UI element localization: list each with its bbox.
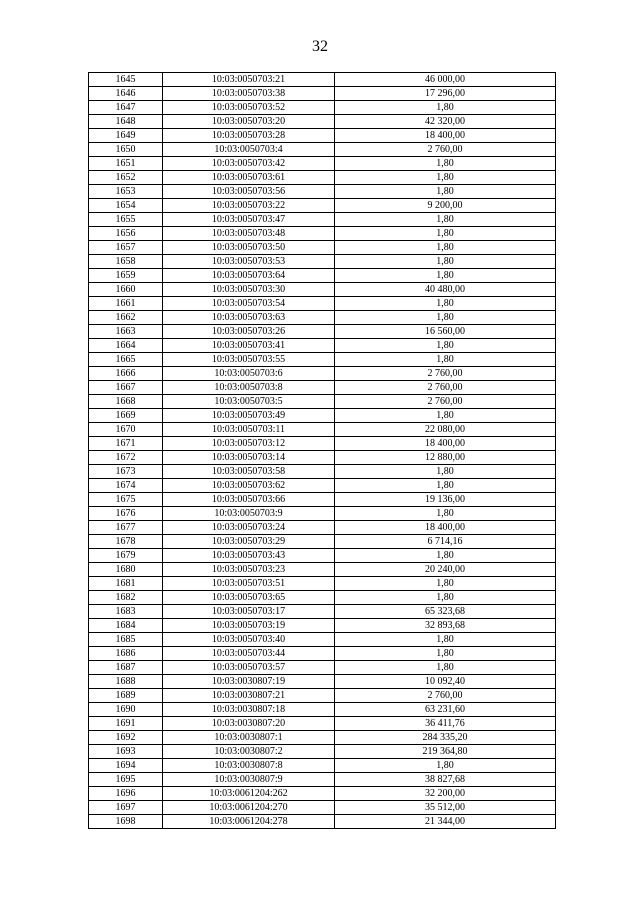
row-number-cell: 1691	[89, 717, 163, 731]
cadastral-number-cell: 10:03:0050703:5	[163, 395, 335, 409]
table-row	[89, 451, 556, 465]
row-number-cell: 1670	[89, 423, 163, 437]
row-number-cell: 1648	[89, 115, 163, 129]
row-number-cell: 1652	[89, 171, 163, 185]
cadastral-number-cell: 10:03:0050703:38	[163, 87, 335, 101]
row-number-cell: 1671	[89, 437, 163, 451]
row-number-cell: 1678	[89, 535, 163, 549]
value-cell: 18 400,00	[335, 521, 556, 535]
value-cell: 16 560,00	[335, 325, 556, 339]
row-number-cell: 1666	[89, 367, 163, 381]
value-cell: 1,80	[335, 269, 556, 283]
cadastral-number-cell: 10:03:0050703:44	[163, 647, 335, 661]
cadastral-number-cell: 10:03:0030807:19	[163, 675, 335, 689]
cadastral-number-cell: 10:03:0050703:21	[163, 73, 335, 87]
row-number-cell: 1677	[89, 521, 163, 535]
cadastral-number-cell: 10:03:0050703:41	[163, 339, 335, 353]
cadastral-number-cell: 10:03:0050703:49	[163, 409, 335, 423]
cadastral-number-cell: 10:03:0050703:8	[163, 381, 335, 395]
row-number-cell: 1659	[89, 269, 163, 283]
table-row	[89, 409, 556, 423]
row-number-cell: 1693	[89, 745, 163, 759]
row-number-cell: 1664	[89, 339, 163, 353]
value-cell: 6 714,16	[335, 535, 556, 549]
row-number-cell: 1650	[89, 143, 163, 157]
row-number-cell: 1680	[89, 563, 163, 577]
cadastral-number-cell: 10:03:0050703:66	[163, 493, 335, 507]
value-cell: 32 893,68	[335, 619, 556, 633]
value-cell: 1,80	[335, 465, 556, 479]
table-row	[89, 283, 556, 297]
value-cell: 1,80	[335, 647, 556, 661]
row-number-cell: 1689	[89, 689, 163, 703]
cadastral-number-cell: 10:03:0050703:50	[163, 241, 335, 255]
row-number-cell: 1688	[89, 675, 163, 689]
row-number-cell: 1656	[89, 227, 163, 241]
table-row	[89, 157, 556, 171]
cadastral-number-cell: 10:03:0061204:270	[163, 801, 335, 815]
table-row	[89, 311, 556, 325]
value-cell: 1,80	[335, 409, 556, 423]
value-cell: 2 760,00	[335, 143, 556, 157]
table-row	[89, 325, 556, 339]
cadastral-table	[88, 72, 556, 829]
table-row	[89, 227, 556, 241]
row-number-cell: 1660	[89, 283, 163, 297]
value-cell: 18 400,00	[335, 437, 556, 451]
table-row	[89, 675, 556, 689]
value-cell: 1,80	[335, 171, 556, 185]
cadastral-number-cell: 10:03:0050703:17	[163, 605, 335, 619]
value-cell: 1,80	[335, 241, 556, 255]
value-cell: 2 760,00	[335, 689, 556, 703]
value-cell: 1,80	[335, 577, 556, 591]
row-number-cell: 1673	[89, 465, 163, 479]
row-number-cell: 1657	[89, 241, 163, 255]
table-row	[89, 395, 556, 409]
cadastral-number-cell: 10:03:0050703:56	[163, 185, 335, 199]
table-row	[89, 171, 556, 185]
table-row	[89, 367, 556, 381]
table-row	[89, 465, 556, 479]
table-row	[89, 101, 556, 115]
value-cell: 10 092,40	[335, 675, 556, 689]
row-number-cell: 1694	[89, 759, 163, 773]
cadastral-number-cell: 10:03:0030807:20	[163, 717, 335, 731]
value-cell: 65 323,68	[335, 605, 556, 619]
row-number-cell: 1647	[89, 101, 163, 115]
cadastral-number-cell: 10:03:0050703:65	[163, 591, 335, 605]
table-row	[89, 619, 556, 633]
table-row	[89, 479, 556, 493]
row-number-cell: 1661	[89, 297, 163, 311]
cadastral-number-cell: 10:03:0030807:1	[163, 731, 335, 745]
row-number-cell: 1649	[89, 129, 163, 143]
cadastral-number-cell: 10:03:0050703:30	[163, 283, 335, 297]
table-row	[89, 563, 556, 577]
table-row	[89, 241, 556, 255]
row-number-cell: 1651	[89, 157, 163, 171]
table-row	[89, 591, 556, 605]
value-cell: 1,80	[335, 297, 556, 311]
cadastral-number-cell: 10:03:0030807:8	[163, 759, 335, 773]
value-cell: 63 231,60	[335, 703, 556, 717]
table-row	[89, 549, 556, 563]
row-number-cell: 1654	[89, 199, 163, 213]
cadastral-number-cell: 10:03:0050703:42	[163, 157, 335, 171]
table-row	[89, 759, 556, 773]
value-cell: 2 760,00	[335, 395, 556, 409]
row-number-cell: 1672	[89, 451, 163, 465]
row-number-cell: 1683	[89, 605, 163, 619]
row-number-cell: 1696	[89, 787, 163, 801]
cadastral-number-cell: 10:03:0050703:51	[163, 577, 335, 591]
cadastral-number-cell: 10:03:0050703:6	[163, 367, 335, 381]
row-number-cell: 1686	[89, 647, 163, 661]
row-number-cell: 1695	[89, 773, 163, 787]
row-number-cell: 1645	[89, 73, 163, 87]
row-number-cell: 1679	[89, 549, 163, 563]
cadastral-number-cell: 10:03:0061204:262	[163, 787, 335, 801]
row-number-cell: 1646	[89, 87, 163, 101]
table-row	[89, 437, 556, 451]
table-row	[89, 521, 556, 535]
cadastral-number-cell: 10:03:0050703:22	[163, 199, 335, 213]
row-number-cell: 1667	[89, 381, 163, 395]
value-cell: 284 335,20	[335, 731, 556, 745]
value-cell: 1,80	[335, 633, 556, 647]
value-cell: 1,80	[335, 759, 556, 773]
row-number-cell: 1685	[89, 633, 163, 647]
value-cell: 38 827,68	[335, 773, 556, 787]
row-number-cell: 1698	[89, 815, 163, 829]
table-row	[89, 605, 556, 619]
value-cell: 12 880,00	[335, 451, 556, 465]
value-cell: 1,80	[335, 157, 556, 171]
table-row	[89, 507, 556, 521]
cadastral-number-cell: 10:03:0030807:21	[163, 689, 335, 703]
row-number-cell: 1658	[89, 255, 163, 269]
table-row	[89, 633, 556, 647]
table-row	[89, 689, 556, 703]
table-row	[89, 87, 556, 101]
table-row	[89, 339, 556, 353]
table-row	[89, 199, 556, 213]
table-row	[89, 661, 556, 675]
table-row	[89, 703, 556, 717]
cadastral-number-cell: 10:03:0050703:20	[163, 115, 335, 129]
cadastral-number-cell: 10:03:0050703:4	[163, 143, 335, 157]
cadastral-number-cell: 10:03:0050703:48	[163, 227, 335, 241]
value-cell: 19 136,00	[335, 493, 556, 507]
value-cell: 35 512,00	[335, 801, 556, 815]
value-cell: 1,80	[335, 661, 556, 675]
row-number-cell: 1682	[89, 591, 163, 605]
table-row	[89, 115, 556, 129]
value-cell: 1,80	[335, 101, 556, 115]
cadastral-number-cell: 10:03:0050703:47	[163, 213, 335, 227]
table-row	[89, 353, 556, 367]
value-cell: 42 320,00	[335, 115, 556, 129]
value-cell: 1,80	[335, 507, 556, 521]
table-row	[89, 381, 556, 395]
value-cell: 1,80	[335, 339, 556, 353]
row-number-cell: 1697	[89, 801, 163, 815]
value-cell: 219 364,80	[335, 745, 556, 759]
table-row	[89, 423, 556, 437]
table-row	[89, 143, 556, 157]
value-cell: 17 296,00	[335, 87, 556, 101]
table-row	[89, 185, 556, 199]
value-cell: 1,80	[335, 549, 556, 563]
value-cell: 1,80	[335, 311, 556, 325]
cadastral-number-cell: 10:03:0050703:40	[163, 633, 335, 647]
row-number-cell: 1676	[89, 507, 163, 521]
cadastral-number-cell: 10:03:0050703:26	[163, 325, 335, 339]
cadastral-number-cell: 10:03:0050703:57	[163, 661, 335, 675]
cadastral-number-cell: 10:03:0050703:29	[163, 535, 335, 549]
row-number-cell: 1668	[89, 395, 163, 409]
table-row	[89, 577, 556, 591]
table-row	[89, 213, 556, 227]
cadastral-number-cell: 10:03:0050703:19	[163, 619, 335, 633]
value-cell: 1,80	[335, 255, 556, 269]
table-row	[89, 787, 556, 801]
cadastral-number-cell: 10:03:0050703:52	[163, 101, 335, 115]
row-number-cell: 1687	[89, 661, 163, 675]
value-cell: 1,80	[335, 591, 556, 605]
value-cell: 1,80	[335, 185, 556, 199]
table-row	[89, 73, 556, 87]
table-row	[89, 647, 556, 661]
cadastral-number-cell: 10:03:0030807:18	[163, 703, 335, 717]
value-cell: 1,80	[335, 479, 556, 493]
row-number-cell: 1692	[89, 731, 163, 745]
cadastral-number-cell: 10:03:0050703:55	[163, 353, 335, 367]
row-number-cell: 1665	[89, 353, 163, 367]
value-cell: 18 400,00	[335, 129, 556, 143]
value-cell: 1,80	[335, 227, 556, 241]
table-row	[89, 297, 556, 311]
table-row	[89, 773, 556, 787]
cadastral-number-cell: 10:03:0050703:28	[163, 129, 335, 143]
value-cell: 2 760,00	[335, 367, 556, 381]
value-cell: 1,80	[335, 353, 556, 367]
cadastral-number-cell: 10:03:0050703:53	[163, 255, 335, 269]
cadastral-number-cell: 10:03:0050703:58	[163, 465, 335, 479]
value-cell: 40 480,00	[335, 283, 556, 297]
cadastral-number-cell: 10:03:0050703:62	[163, 479, 335, 493]
value-cell: 32 200,00	[335, 787, 556, 801]
cadastral-number-cell: 10:03:0050703:23	[163, 563, 335, 577]
row-number-cell: 1653	[89, 185, 163, 199]
cadastral-number-cell: 10:03:0050703:11	[163, 423, 335, 437]
table-row	[89, 731, 556, 745]
value-cell: 36 411,76	[335, 717, 556, 731]
cadastral-number-cell: 10:03:0030807:9	[163, 773, 335, 787]
table-row	[89, 815, 556, 829]
table-row	[89, 717, 556, 731]
cadastral-number-cell: 10:03:0050703:43	[163, 549, 335, 563]
cadastral-number-cell: 10:03:0050703:9	[163, 507, 335, 521]
row-number-cell: 1681	[89, 577, 163, 591]
cadastral-number-cell: 10:03:0050703:12	[163, 437, 335, 451]
cadastral-number-cell: 10:03:0061204:278	[163, 815, 335, 829]
value-cell: 46 000,00	[335, 73, 556, 87]
row-number-cell: 1690	[89, 703, 163, 717]
table-row	[89, 535, 556, 549]
table-row	[89, 255, 556, 269]
page-number: 32	[312, 38, 328, 55]
row-number-cell: 1675	[89, 493, 163, 507]
row-number-cell: 1655	[89, 213, 163, 227]
cadastral-number-cell: 10:03:0050703:63	[163, 311, 335, 325]
table-body	[89, 73, 556, 829]
row-number-cell: 1669	[89, 409, 163, 423]
value-cell: 1,80	[335, 213, 556, 227]
table-row	[89, 493, 556, 507]
cadastral-number-cell: 10:03:0050703:54	[163, 297, 335, 311]
table-row	[89, 801, 556, 815]
value-cell: 21 344,00	[335, 815, 556, 829]
row-number-cell: 1674	[89, 479, 163, 493]
value-cell: 2 760,00	[335, 381, 556, 395]
row-number-cell: 1684	[89, 619, 163, 633]
row-number-cell: 1663	[89, 325, 163, 339]
row-number-cell: 1662	[89, 311, 163, 325]
cadastral-number-cell: 10:03:0050703:14	[163, 451, 335, 465]
cadastral-number-cell: 10:03:0050703:64	[163, 269, 335, 283]
cadastral-number-cell: 10:03:0030807:2	[163, 745, 335, 759]
table-row	[89, 269, 556, 283]
value-cell: 22 080,00	[335, 423, 556, 437]
cadastral-number-cell: 10:03:0050703:61	[163, 171, 335, 185]
table-row	[89, 745, 556, 759]
value-cell: 9 200,00	[335, 199, 556, 213]
value-cell: 20 240,00	[335, 563, 556, 577]
cadastral-number-cell: 10:03:0050703:24	[163, 521, 335, 535]
table-row	[89, 129, 556, 143]
